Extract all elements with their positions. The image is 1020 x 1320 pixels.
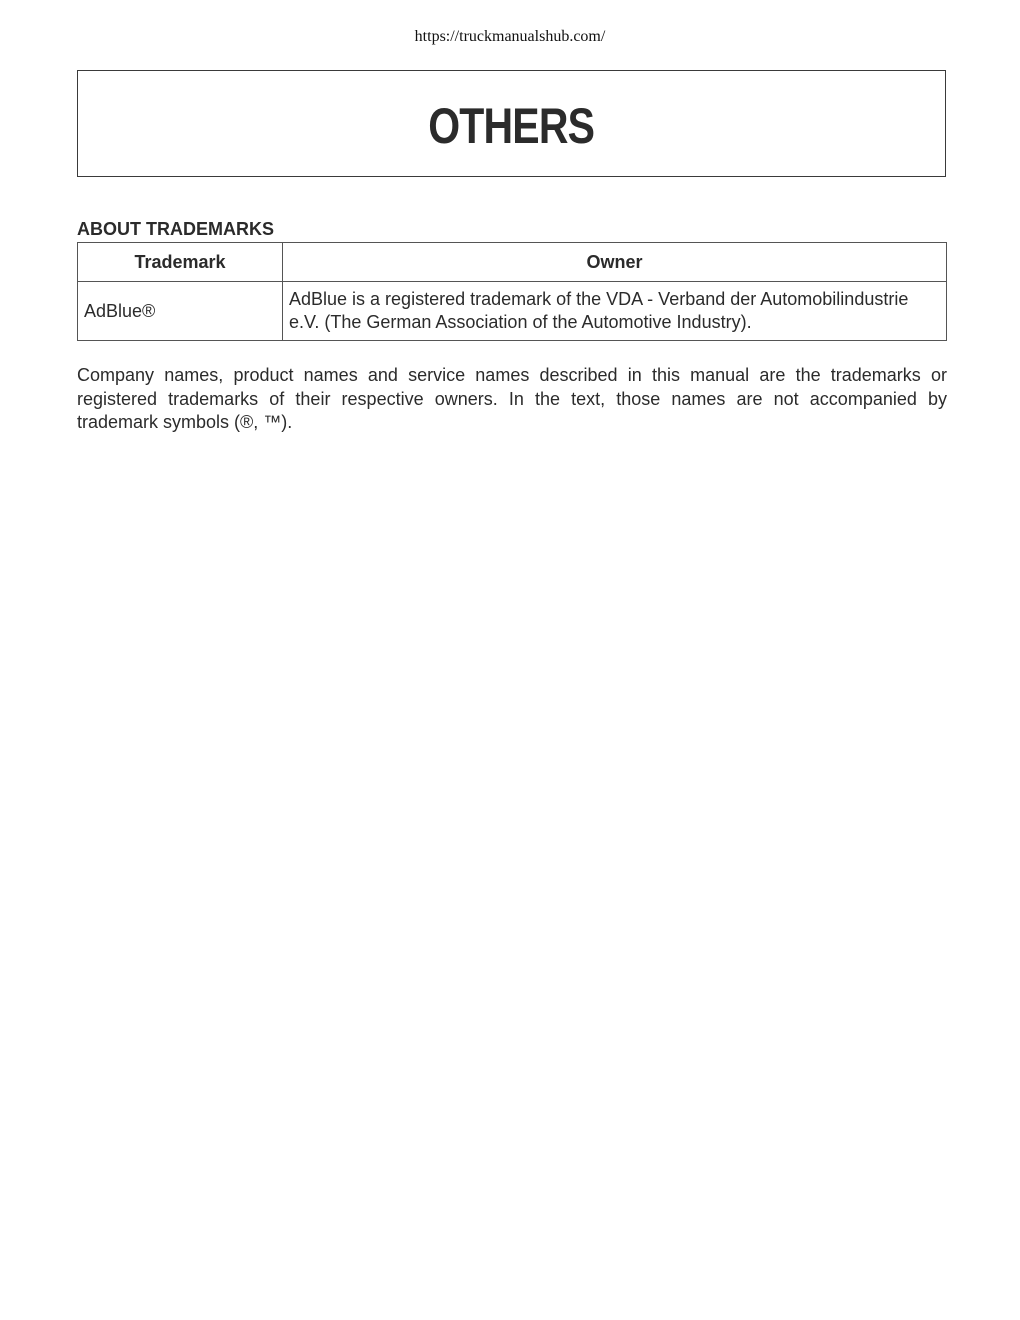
column-header-trademark: Trademark xyxy=(78,243,283,282)
page-title: OTHERS xyxy=(428,97,595,154)
owner-cell: AdBlue is a registered trademark of the VDA - Verband der Automobilindustrie e.V. (The German Association of the Automotive Industry). xyxy=(283,282,947,341)
section-heading: ABOUT TRADEMARKS xyxy=(77,219,274,239)
table-row xyxy=(78,282,947,341)
trademark-notice: Company names, product names and service names described in this manual are the trademarks or registered trademarks of their respective owners. In the text, those names are not accompanied by trademark symbols (®, ™). xyxy=(77,365,947,432)
table-header-row xyxy=(78,243,947,282)
column-header-owner: Owner xyxy=(283,243,947,282)
source-url: https://truckmanualshub.com/ xyxy=(414,28,606,45)
trademark-table xyxy=(77,242,947,341)
trademark-cell: AdBlue® xyxy=(78,282,283,341)
title-box xyxy=(77,70,946,177)
